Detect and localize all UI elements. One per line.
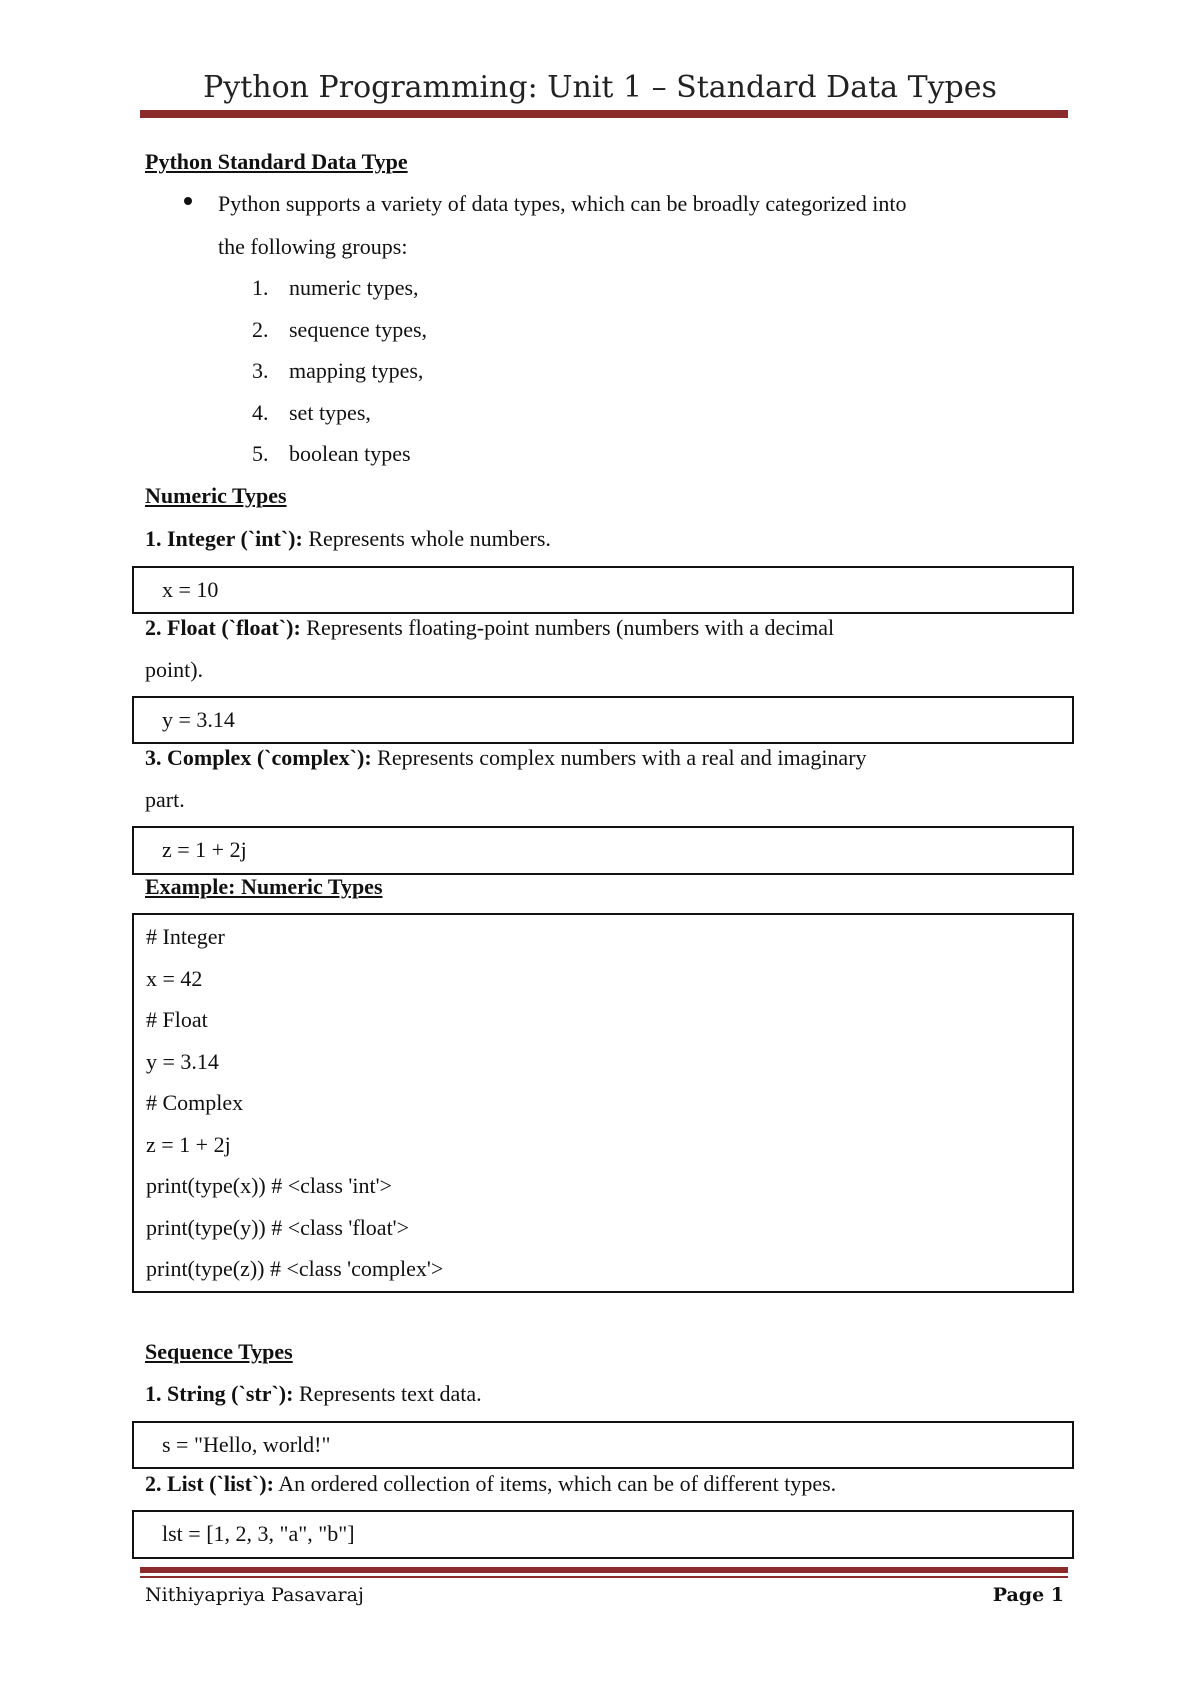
code-box-example xyxy=(132,913,1074,1293)
heading-sequence-types: Sequence Types xyxy=(145,1339,293,1364)
bullet-text-line-2: the following groups: xyxy=(218,234,408,259)
list-item: sequence types, xyxy=(289,317,428,342)
code-box-string xyxy=(132,1421,1074,1469)
list-item-number: 3. xyxy=(252,358,269,383)
list-item: boolean types xyxy=(289,441,411,466)
list-type-description xyxy=(145,1470,836,1498)
bullet-icon xyxy=(184,197,192,205)
code-line: s = "Hello, world!" xyxy=(162,1432,331,1457)
footer-rule xyxy=(140,1567,1068,1573)
footer-rule-thin xyxy=(140,1576,1068,1578)
code-line: y = 3.14 xyxy=(146,1049,219,1074)
code-line: lst = [1, 2, 3, "a", "b"] xyxy=(162,1521,355,1546)
code-line: # Float xyxy=(146,1007,208,1032)
code-box-integer xyxy=(132,566,1074,614)
complex-label: 3. Complex (`complex`): xyxy=(145,745,372,770)
string-label: 1. String (`str`): xyxy=(145,1381,294,1406)
list-item-number: 2. xyxy=(252,317,269,342)
code-box-list xyxy=(132,1510,1074,1559)
code-line: z = 1 + 2j xyxy=(146,1132,231,1157)
float-desc-text: Represents floating-point numbers (numbers with a decimal xyxy=(300,615,835,640)
float-description-line-2: point). xyxy=(145,657,204,682)
integer-desc-text: Represents whole numbers. xyxy=(302,526,551,551)
list-type-label: 2. List (`list`): xyxy=(145,1471,274,1496)
list-item: mapping types, xyxy=(289,358,424,383)
string-description xyxy=(145,1380,482,1408)
list-type-desc-text: An ordered collection of items, which can be of different types. xyxy=(273,1471,837,1496)
float-description xyxy=(145,614,834,642)
code-line: print(type(z)) # <class 'complex'> xyxy=(146,1256,444,1281)
list-item-number: 4. xyxy=(252,400,269,425)
heading-example-numeric-types: Example: Numeric Types xyxy=(145,874,383,899)
list-item-number: 1. xyxy=(252,275,269,300)
complex-description xyxy=(145,744,867,772)
heading-standard-data-type: Python Standard Data Type xyxy=(145,149,408,174)
float-label: 2. Float (`float`): xyxy=(145,615,301,640)
code-line: x = 10 xyxy=(162,577,219,602)
heading-numeric-types: Numeric Types xyxy=(145,483,287,508)
page-header-title: Python Programming: Unit 1 – Standard Data Types xyxy=(203,70,997,105)
code-line: # Complex xyxy=(146,1090,244,1115)
list-item: numeric types, xyxy=(289,275,419,300)
integer-label: 1. Integer (`int`): xyxy=(145,526,303,551)
complex-desc-text: Represents complex numbers with a real and imaginary xyxy=(371,745,867,770)
code-line: y = 3.14 xyxy=(162,707,235,732)
code-box-complex xyxy=(132,826,1074,875)
code-box-float xyxy=(132,696,1074,744)
footer-page-number: Page 1 xyxy=(992,1584,1064,1606)
string-desc-text: Represents text data. xyxy=(293,1381,482,1406)
list-item-number: 5. xyxy=(252,441,269,466)
code-line: x = 42 xyxy=(146,966,203,991)
footer-author: Nithiyapriya Pasavaraj xyxy=(145,1584,364,1606)
code-line: # Integer xyxy=(146,924,225,949)
list-item: set types, xyxy=(289,400,371,425)
code-line: print(type(x)) # <class 'int'> xyxy=(146,1173,392,1198)
complex-description-line-2: part. xyxy=(145,787,185,812)
code-line: print(type(y)) # <class 'float'> xyxy=(146,1215,410,1240)
bullet-text-line-1: Python supports a variety of data types, which can be broadly categorized into xyxy=(218,191,907,216)
code-line: z = 1 + 2j xyxy=(162,837,247,862)
integer-description xyxy=(145,525,551,553)
